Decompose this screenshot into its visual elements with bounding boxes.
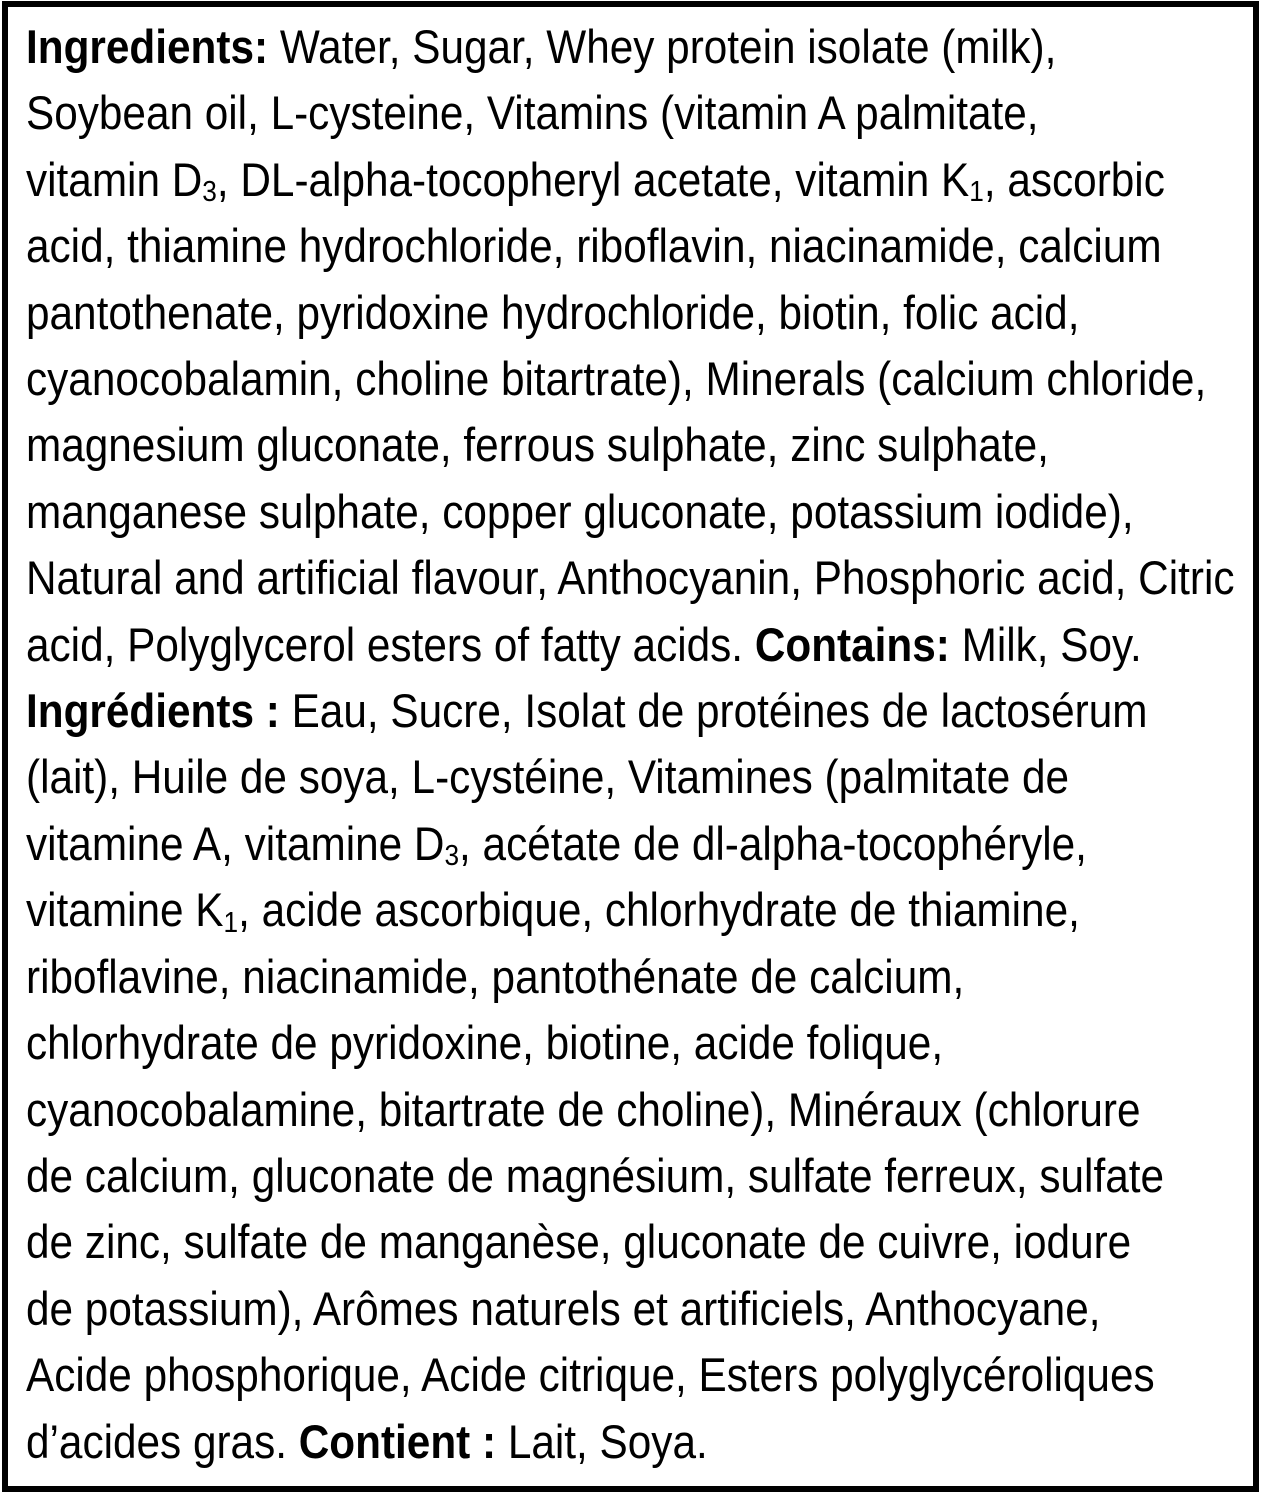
ingredient-line: pantothenate, pyridoxine hydrochloride, biotin, folic acid,	[26, 285, 1080, 339]
ingredient-line: acid, Polyglycerol esters of fatty acids. Contains: Milk, Soy.	[26, 617, 1142, 671]
subscript: 1	[223, 906, 239, 939]
ingredient-line: de calcium, gluconate de magnésium, sulfate ferreux, sulfate	[26, 1148, 1165, 1202]
ingredient-line: chlorhydrate de pyridoxine, biotine, acide folique,	[26, 1016, 944, 1070]
ingredient-line: Acide phosphorique, Acide citrique, Esters polyglycéroliques	[26, 1348, 1155, 1402]
ingredient-line: Soybean oil, L-cysteine, Vitamins (vitamin A palmitate,	[26, 86, 1039, 140]
ingredient-line: magnesium gluconate, ferrous sulphate, zinc sulphate,	[26, 418, 1049, 472]
ingredient-line: vitamin $D_3$, DL-alpha-tocopheryl acetate, vitamin $K_1$, ascorbic	[26, 152, 1165, 209]
ingredients-text	[8, 7, 1259, 1475]
ingredient-line: Ingredients: Water, Sugar, Whey protein isolate (milk),	[26, 20, 1057, 73]
ingredients-label-box	[2, 1, 1259, 1492]
ingredient-line: Natural and artificial flavour, Anthocyanin, Phosphoric acid, Citric	[26, 551, 1235, 605]
ingredient-line: acid, thiamine hydrochloride, riboflavin, niacinamide, calcium	[26, 219, 1162, 273]
ingredient-line: vitamine $K_1$, acide ascorbique, chlorhydrate de thiamine,	[26, 883, 1080, 939]
ingredient-line: manganese sulphate, copper gluconate, potassium iodide),	[26, 484, 1134, 538]
subscript: 1	[969, 176, 984, 209]
subscript: 3	[202, 176, 217, 209]
bold-lead: Ingredients:	[26, 20, 269, 73]
ingredient-line: d’acides gras. Contient : Lait, Soya.	[26, 1414, 708, 1468]
subscript: 3	[444, 840, 460, 873]
ingredient-line: de potassium), Arômes naturels et artificiels, Anthocyane,	[26, 1281, 1101, 1335]
bold-lead: Contains:	[754, 617, 950, 671]
bold-lead: Contient :	[298, 1414, 497, 1468]
ingredient-line: vitamine A, vitamine $D_3$, acétate de dl-alpha-tocophéryle,	[26, 816, 1087, 873]
ingredient-line: cyanocobalamine, bitartrate de choline), Minéraux (chlorure	[26, 1082, 1141, 1136]
ingredient-line: (lait), Huile de soya, L-cystéine, Vitamines (palmitate de	[26, 750, 1070, 804]
ingredient-line: riboflavine, niacinamide, pantothénate de calcium,	[26, 949, 965, 1003]
ingredient-line: de zinc, sulfate de manganèse, gluconate de cuivre, iodure	[26, 1215, 1132, 1269]
bold-lead: Ingrédients :	[26, 684, 280, 738]
ingredient-line: Ingrédients : Eau, Sucre, Isolat de protéines de lactosérum	[26, 684, 1148, 738]
ingredient-line: cyanocobalamin, choline bitartrate), Minerals (calcium chloride,	[26, 352, 1207, 406]
